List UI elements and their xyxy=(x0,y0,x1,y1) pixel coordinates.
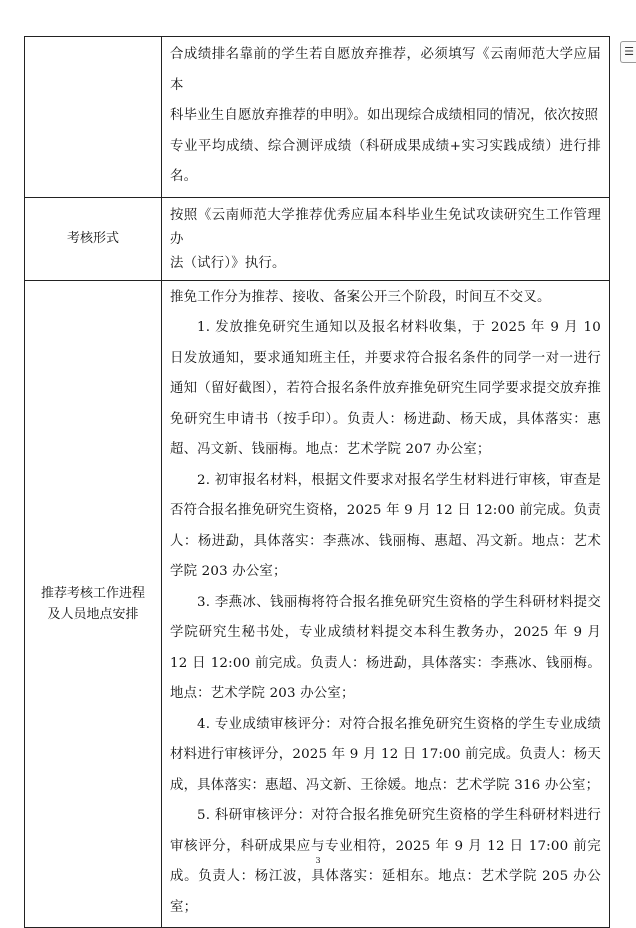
row-label-line: 推荐考核工作进程 xyxy=(40,585,145,601)
row-content xyxy=(162,197,610,280)
table-row xyxy=(25,280,610,928)
list-item: 4. 专业成绩审核评分：对符合报名推免研究生资格的学生专业成绩材料进行审核评分，2025 年 9 月 12 日 17:00 前完成。负责人：杨天成，具体落实：惠超、冯文新、王徐媛。地点：艺术学院 316 办公室； xyxy=(170,716,601,793)
table-row xyxy=(25,37,610,198)
page-number: 3 xyxy=(315,856,321,865)
list-item: 2. 初审报名材料，根据文件要求对报名学生材料进行审核，审查是否符合报名推免研究生资格，2025 年 9 月 12 日 12:00 前完成。负责人：杨进勐，具体落实：李燕冰、钱丽梅、惠超、冯文新。地点：艺术学院 203 办公室； xyxy=(170,472,601,579)
list-item: 1. 发放推免研究生通知以及报名材料收集，于 2025 年 9 月 10 日发放通知，要求通知班主任，并要求符合报名条件的同学一对一进行通知（留好截图），若符合报名条件放弃推免研究生同学要求提交放弃推免研究生申请书（按手印）。负责人：杨进勐、杨天成，具体落实：惠超、冯文新、钱丽梅。地点：艺术学院 207 办公室； xyxy=(170,320,601,457)
row-label: 考核形式 xyxy=(25,197,162,280)
text-line: 专业平均成绩、综合测评成绩（科研成果成绩+实习实践成绩）进行排名。 xyxy=(170,138,601,184)
list-item: 3. 李燕冰、钱丽梅将符合报名推免研究生资格的学生科研材料提交学院研究生秘书处，专业成绩材料提交本科生教务办，2025 年 9 月 12 日 12:00 前完成。负责人：杨进勐，具体落实：李燕冰、钱丽梅。地点：艺术学院 203 办公室； xyxy=(170,594,601,701)
row-label xyxy=(25,280,162,928)
text-line: 科毕业生自愿放弃推荐的申明》。如出现综合成绩相同的情况，依次按照 xyxy=(170,108,599,123)
menu-icon[interactable]: ☰ xyxy=(620,41,636,63)
row-label xyxy=(25,37,162,198)
document-table xyxy=(24,36,610,928)
table-row xyxy=(25,197,610,280)
text-line: 合成绩排名靠前的学生若自愿放弃推荐，必须填写《云南师范大学应届本 xyxy=(170,47,601,93)
row-content xyxy=(162,37,610,198)
row-label-line: 及人员地点安排 xyxy=(47,606,139,622)
intro-paragraph: 推免工作分为推荐、接收、备案公开三个阶段，时间互不交叉。 xyxy=(170,289,551,305)
text-line: 法（试行）》执行。 xyxy=(170,255,286,271)
row-content xyxy=(162,280,610,928)
text-line: 按照《云南师范大学推荐优秀应届本科毕业生免试攻读研究生工作管理办 xyxy=(170,207,601,247)
list-item: 5. 科研审核评分：对符合报名推免研究生资格的学生科研材料进行审核评分，科研成果应与专业相符，2025 年 9 月 12 日 17:00 前完成。负责人：杨江波，具体落实：延相东。地点：艺术学院 205 办公室； xyxy=(170,808,601,915)
